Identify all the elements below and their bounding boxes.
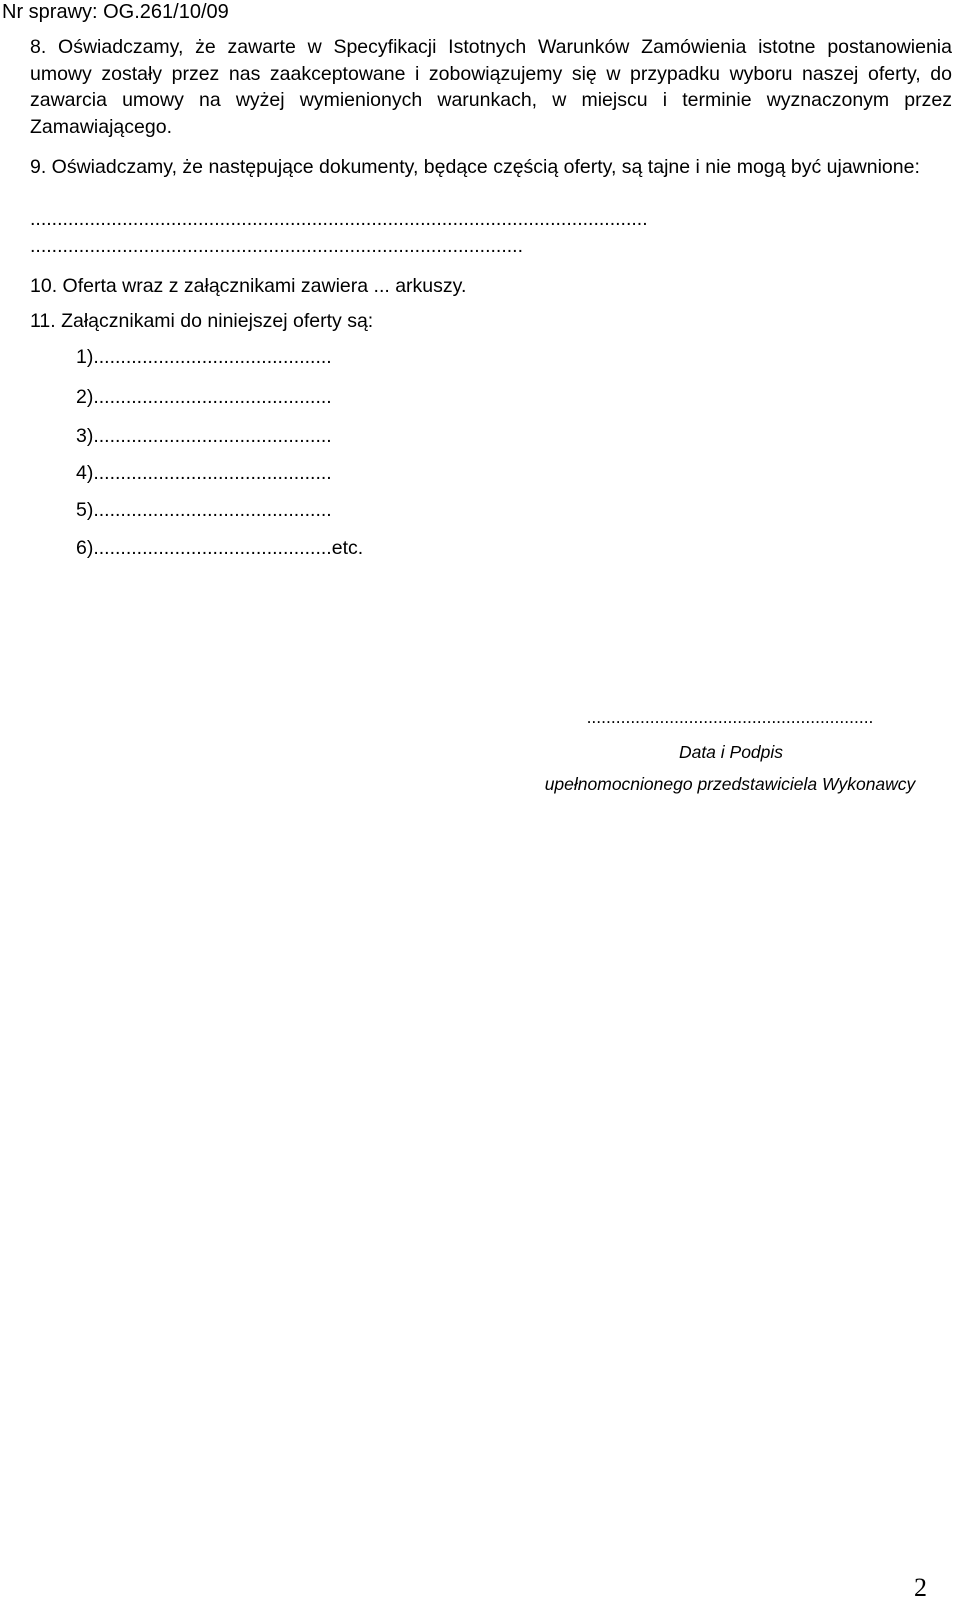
statement-8: 8. Oświadczamy, że zawarte w Specyfikacji Istotnych Warunków Zamówienia istotne postanowienia umowy zostały przez nas zaakceptowane i zobowiązujemy się w przypadku wyboru naszej oferty, do zawarcia umowy na wyżej wymienionych warunkach, w miejscu i terminie wyznaczonym przez Zamawiającego. — [30, 36, 952, 138]
case-number: Nr sprawy: OG.261/10/09 — [2, 1, 229, 23]
attachment-item-4: 4)............................................ — [76, 462, 332, 484]
statement-11: 11. Załącznikami do niniejszej oferty są: — [30, 310, 374, 332]
confidential-docs-blank-1: .................................................................................................................. — [30, 208, 648, 230]
attachment-item-6: 6)............................................etc. — [76, 537, 364, 559]
confidential-docs-blank-2: ........................................................................................... — [30, 235, 524, 257]
signature-label-date: Data i Podpis — [678, 742, 784, 762]
page-number: 2 — [914, 1573, 927, 1602]
attachment-item-2: 2)............................................ — [76, 386, 332, 408]
statement-10: 10. Oferta wraz z załącznikami zawiera ... arkuszy. — [30, 275, 467, 297]
statement-9: 9. Oświadczamy, że następujące dokumenty, będące częścią oferty, są tajne i nie mogą być ujawnione: — [30, 156, 920, 178]
signature-label-representative: upełnomocnionego przedstawiciela Wykonawcy — [544, 774, 916, 794]
attachment-item-3: 3)............................................ — [76, 425, 332, 447]
signature-line: ........................................................... — [586, 707, 874, 727]
attachment-item-5: 5)............................................ — [76, 499, 332, 521]
attachment-item-1: 1)............................................ — [76, 346, 332, 368]
